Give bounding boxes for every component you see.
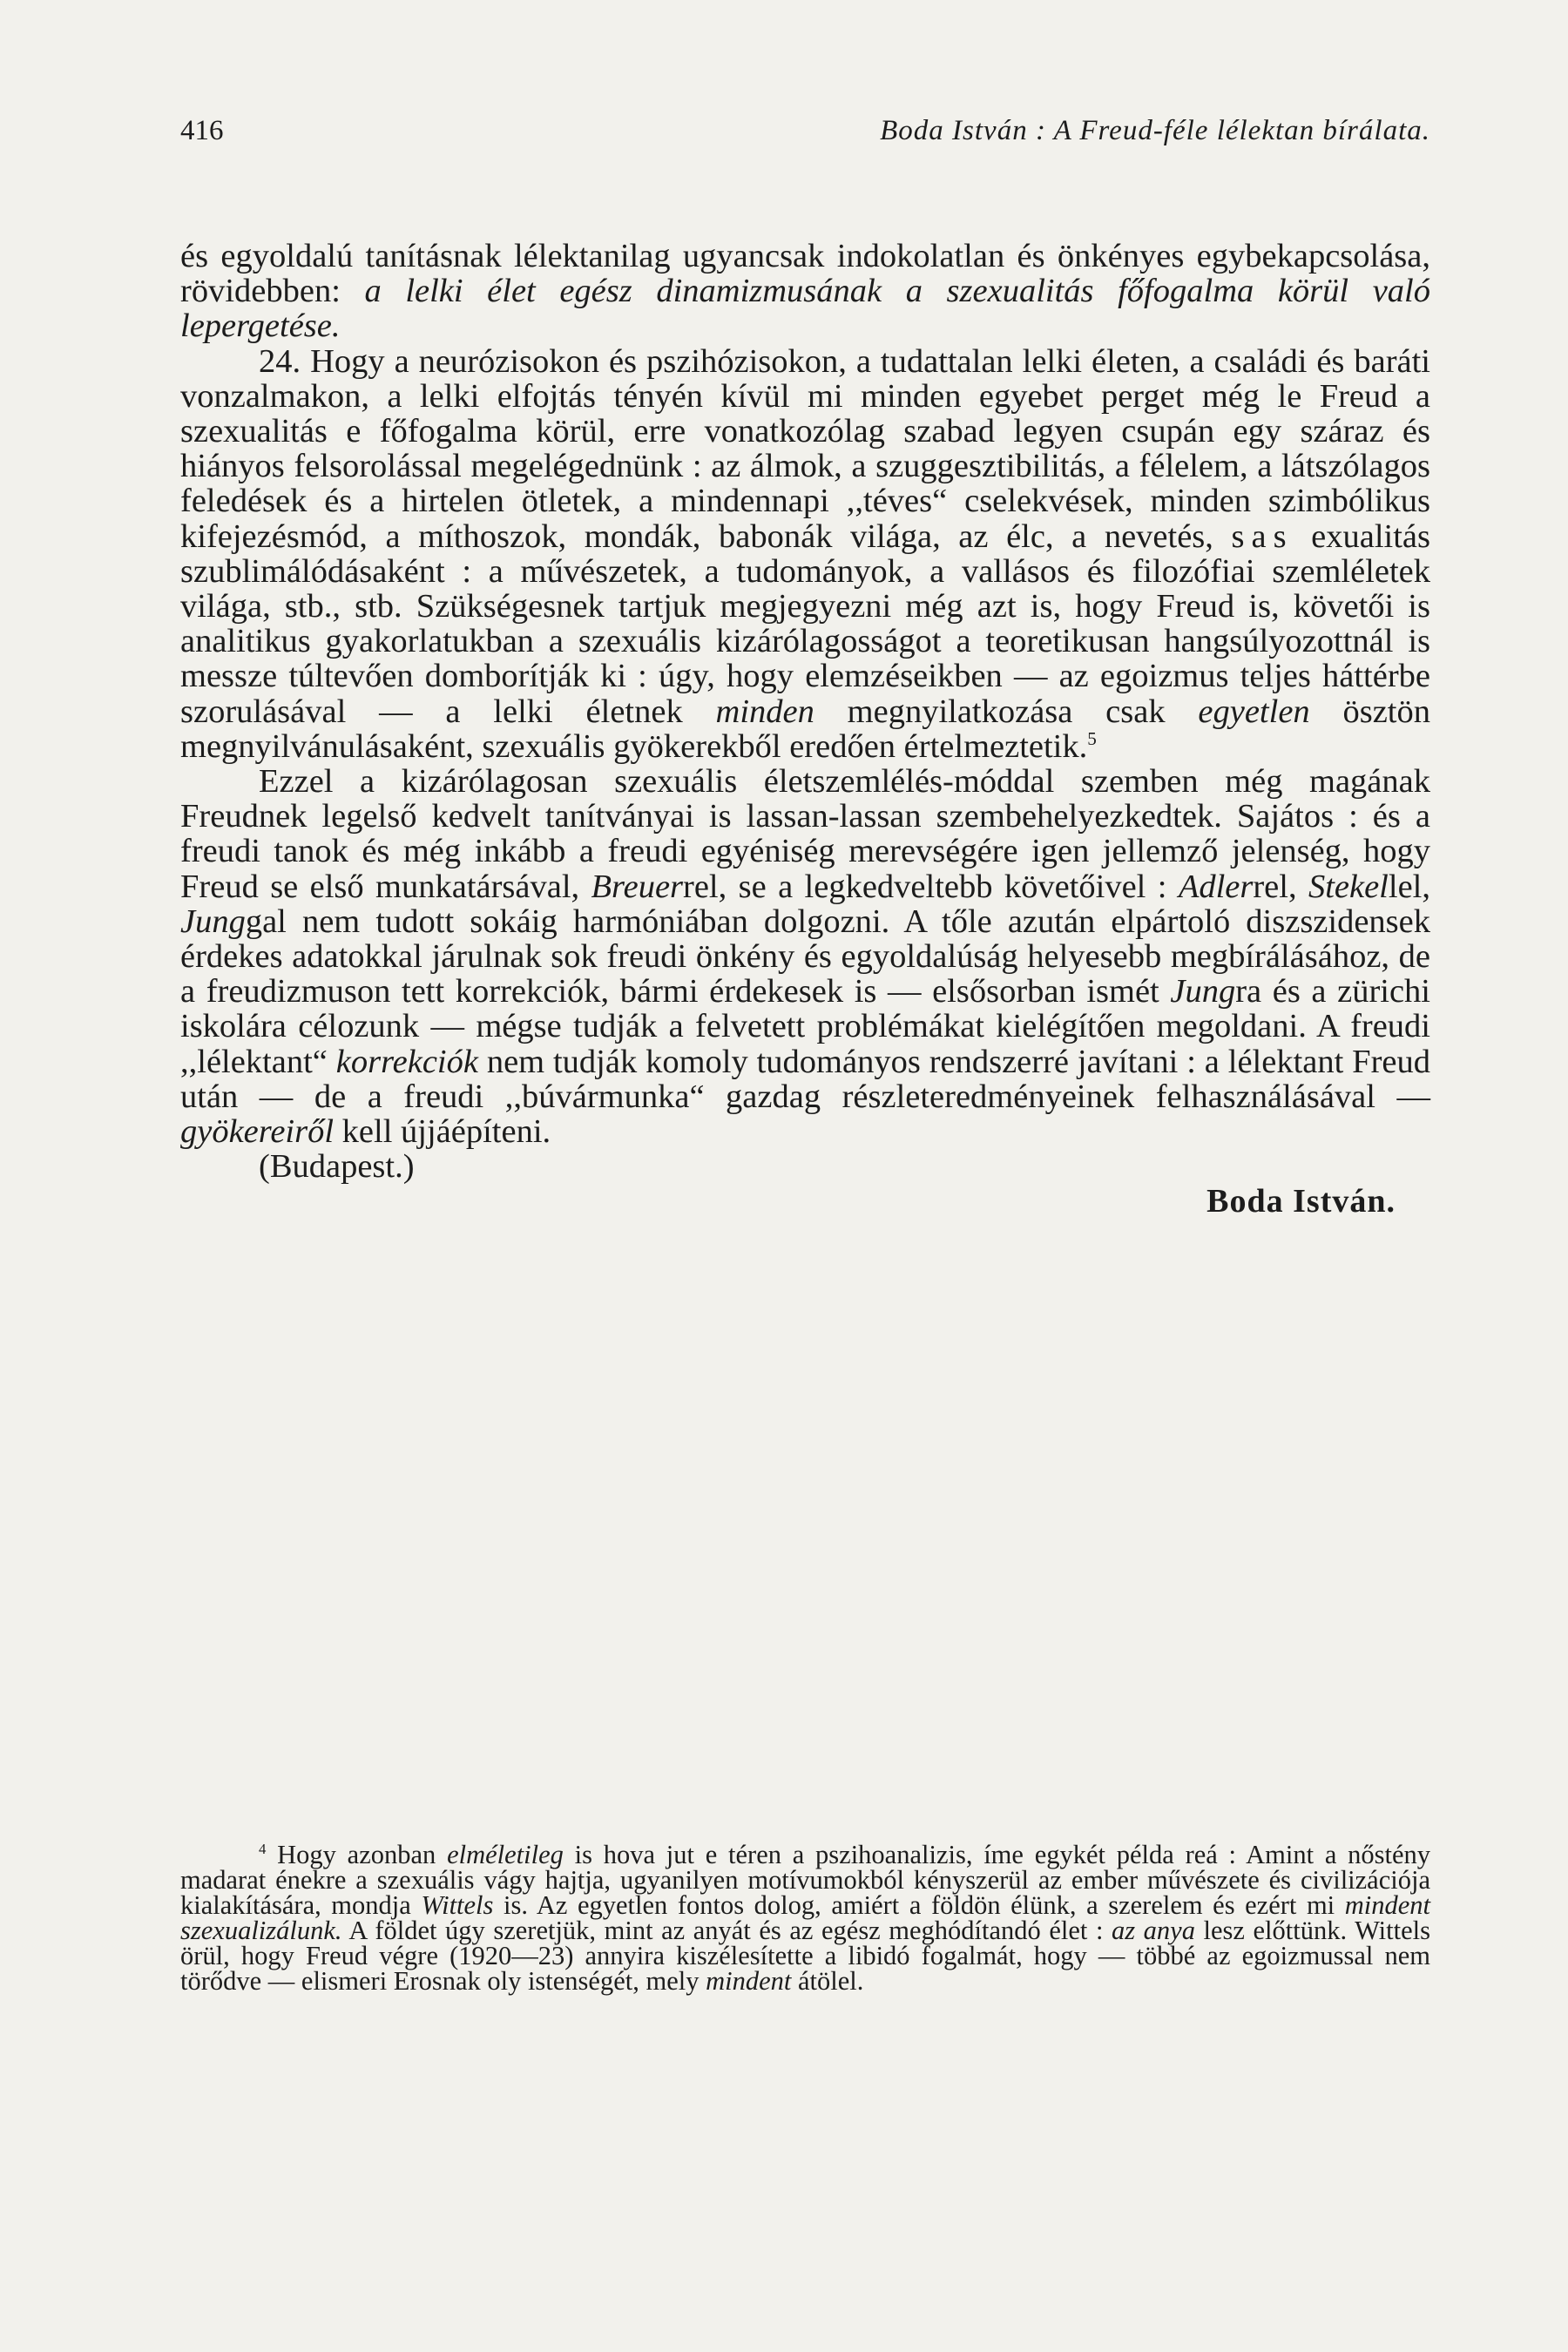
italic-run: az anya	[1111, 1916, 1195, 1945]
text-run: rel,	[1253, 868, 1308, 905]
page-number: 416	[180, 115, 224, 146]
text-run: Hogy azonban	[266, 1840, 448, 1869]
paragraph-24	[180, 344, 1430, 764]
text-run: Ezzel a kizárólagosan szexuális életszemlélés-móddal szemben még magának Freudnek legelső kedvelt tanítványai is lassan-lassan szembehelyezkedtek. Sajátos : és a freudi tanok és még inkább a freudi egyéniség merevségére igen jellemző jelenség, hogy Freud se első munkatársával,	[180, 763, 1430, 905]
italic-run: Jung	[1170, 973, 1236, 1010]
text-run: lel,	[1388, 868, 1430, 905]
text-run: is hova jut e téren a pszihoanalizis, íme egykét példa reá : Amint a nőstény madarat énekre a szexuális vágy hajtja, ugyanilyen motívumokból kényszerül az ember művészete és civilizációja kialakítására, mondja	[180, 1840, 1430, 1920]
text-run: átölel.	[791, 1966, 864, 1996]
italic-run: Breuer	[591, 868, 684, 905]
italic-run: Jung	[180, 902, 246, 940]
footnote-4	[180, 1842, 1430, 1994]
text-run: lesz előttünk. Wittels örül, hogy Freud végre (1920—23) annyira kiszélesítette a libidó fogalmát, hogy — többé az egoizmussal nem törődve — elismeri Erosnak oly istenségét, mely	[180, 1916, 1430, 1996]
running-head: Boda István : A Freud-féle lélektan bírálata.	[880, 115, 1430, 146]
letterspaced-run: sas	[1231, 517, 1294, 555]
text-run: ra és a zürichi iskolára célozunk — mégse tudják a felvetett problémákat kielégítően megoldani. A freudi ,,lélektant“	[180, 973, 1430, 1080]
italic-run: Wittels	[421, 1890, 494, 1920]
footnote-marker: 5	[1087, 728, 1097, 750]
text-run: megnyilatkozása csak	[814, 693, 1199, 730]
page-header	[180, 112, 1430, 150]
author-signature: Boda István.	[1206, 1183, 1396, 1220]
italic-run: korrekciók	[335, 1043, 478, 1080]
text-run: rel, se a legkedveltebb követőivel :	[683, 868, 1179, 905]
text-run: is. Az egyetlen fontos dolog, amiért a földön élünk, a szerelem és ezért mi	[493, 1890, 1345, 1920]
footnote-marker: 4	[259, 1840, 267, 1857]
italic-run: mindent szexualizálunk.	[180, 1890, 1430, 1945]
text-run: gal nem tudott sokáig harmóniában dolgozni. A tőle azután elpártoló diszszidensek érdekes adatokkal járulnak sok freudi önkény és egyoldalúság helyesebb megbírálásához, de a freudizmuson tett korrekciók, bármi érdekesek is — elsősorban ismét	[180, 902, 1430, 1010]
italic-run: minden	[715, 693, 814, 730]
italic-run: gyökereiről	[180, 1113, 335, 1151]
paragraph-continuation	[180, 239, 1430, 344]
text-run: nem tudják komoly tudományos rendszerré javítani : a lélektant Freud után — de a freudi ,,búvármunka“ gazdag részleteredményeinek felhasználásával —	[180, 1043, 1430, 1115]
text-run: exualitás szublimálódásaként : a művészetek, a tudományok, a vallásos és filozófiai szemléletek világa, stb., stb. Szükségesnek tartjuk megjegyezni még azt is, hogy Freud is, követői is analitikus gyakorlatukban a szexuális kizárólagosságot a teoretikusan hangsúlyozottnál is messze túltevően domborítják ki : úgy, hogy elemzéseikben — az egoizmus teljes háttérbe szorulásával — a lelki életnek	[180, 517, 1430, 730]
italic-run: mindent	[706, 1966, 792, 1996]
italic-run: egyetlen	[1198, 693, 1310, 730]
italic-run: Stekel	[1308, 868, 1389, 905]
italic-run: Adler	[1178, 868, 1254, 905]
body-text	[180, 239, 1430, 1220]
place-line: (Budapest.)	[259, 1148, 415, 1186]
text-run: és egyoldalú tanításnak lélektanilag ugyancsak indokolatlan és önkényes egybekapcsolása, rövidebben:	[180, 238, 1430, 310]
italic-run: elméletileg	[447, 1840, 564, 1869]
text-run: A földet úgy szeretjük, mint az anyát és az egész meghódítandó élet :	[341, 1916, 1112, 1945]
italic-run: a lelki élet egész dinamizmusának a szexualitás főfogalma körül való lepergetése.	[180, 273, 1430, 345]
text-run: 24. Hogy a neurózisokon és pszihózisokon, a tudattalan lelki életen, a családi és baráti vonzalmakon, a lelki elfojtás tényén kívül mi minden egyebet perget még le Freud a szexualitás e főfogalma körül, erre vonatkozólag szabad legyen csupán egy száraz és hiányos felsorolással megelégednünk : az álmok, a szuggesztibilitás, a félelem, a látszólagos feledések és a hirtelen ötletek, a mindennapi ,,téves“ cselekvések, minden szimbólikus kifejezésmód, a míthoszok, mondák, babonák világa, az élc, a nevetés,	[180, 342, 1430, 555]
text-run: kell újjáépíteni.	[334, 1113, 551, 1151]
text-run: ösztön megnyilvánulásaként, szexuális gyökerekből eredően értelmeztetik.	[180, 693, 1430, 765]
paragraph-dissidents	[180, 764, 1430, 1149]
